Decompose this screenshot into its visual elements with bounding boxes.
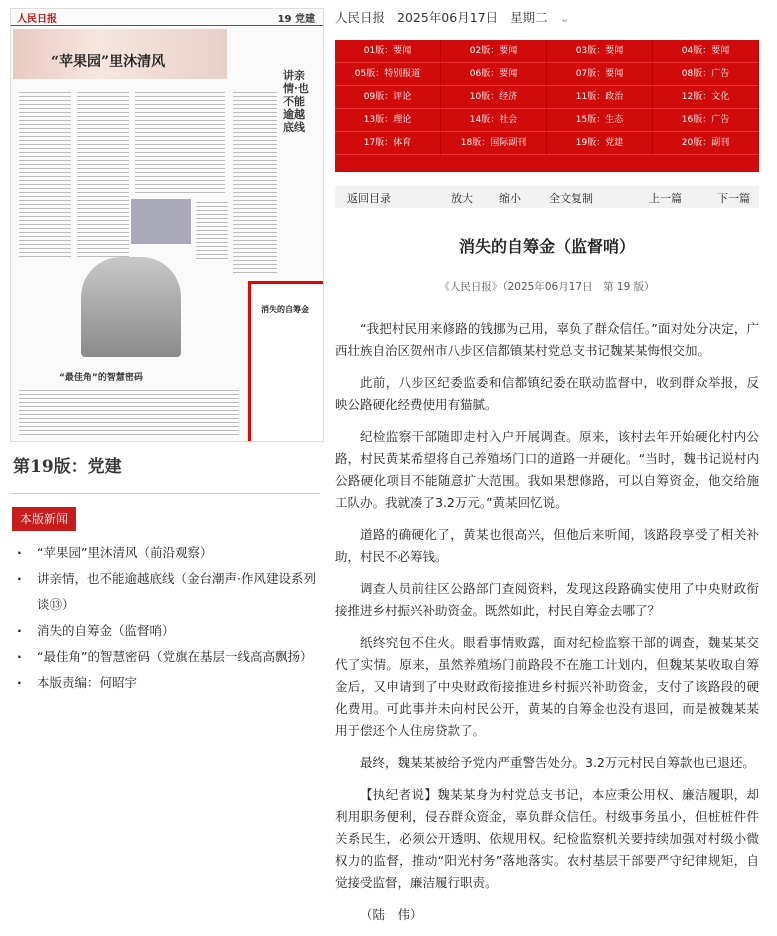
edition-link[interactable]: 03版：要闻 [547, 40, 653, 63]
paper-bottom-title: “最佳角”的智慧密码 [59, 373, 143, 383]
article-paragraph: 最终，魏某某被给予党内严重警告处分。3.2万元村民自筹款也已退还。 [360, 755, 755, 770]
edition-link[interactable]: 18版：国际副刊 [441, 132, 547, 155]
paper-text-block [233, 89, 277, 274]
edition-link[interactable]: 19版：党建 [547, 132, 653, 155]
paper-text-block [77, 89, 129, 259]
paper-page-number: 19 党建 [277, 14, 315, 25]
article-paragraph: 【执纪者说】魏某某身为村党总支书记，本应秉公用权、廉洁履职，却利用职务便利，侵吞群众资金，辜负群众信任。村级事务虽小，但桩桩件件关系民生，必须公开透明、依规用权。纪检监察机关要持续加强对村级小微权力的监督，推动“阳光村务”落地落实。农村基层干部要严守纪律规矩，自觉接受监督，廉洁履行职责。 [335, 787, 759, 890]
section-news-button[interactable]: 本版新闻 [12, 507, 76, 531]
paper-text-block [196, 199, 228, 259]
paper-text-block [19, 387, 239, 435]
edition-link[interactable]: 20版：副刊 [653, 132, 759, 155]
article-paragraph: 道路的确硬化了，黄某也很高兴，但他后来听闻，该路段享受了相关补助，村民不必筹钱。 [335, 527, 759, 564]
article-paragraph: 纪检监察干部随即走村入户开展调查。原来，该村去年开始硬化村内公路，村民黄某希望将自己养殖场门口的道路一并硬化。“当时，魏书记说村内公路硬化项目不能随意扩大范围。我如果想修路，可以自筹资金，他交给施工队办。我就凑了3.2万元。”黄某回忆说。 [335, 429, 759, 510]
paper-photo [131, 199, 191, 244]
edition-grid [335, 40, 759, 172]
paper-logo: 人民日报 [17, 14, 57, 25]
news-item[interactable]: · 讲亲情，也不能逾越底线（金台潮声·作风建设系列谈⑬） [13, 566, 318, 618]
chevron-down-icon[interactable]: ⌄ [559, 11, 570, 25]
article-paragraph: 调查人员前往区公路部门查阅资料，发现这段路确实使用了中央财政衔接推进乡村振兴补助资金。既然如此，村民自筹金去哪了？ [335, 581, 759, 618]
article-paragraph: 此前，八步区纪委监委和信都镇纪委在联动监督中，收到群众举报，反映公路硬化经费使用有猫腻。 [335, 375, 759, 412]
back-to-index-link[interactable]: 返回目录 [347, 192, 391, 205]
next-article-link[interactable]: 下一篇 [717, 192, 750, 205]
edition-link[interactable]: 10版：经济 [441, 86, 547, 109]
paper-text-block [135, 89, 225, 194]
paper-text-block [19, 89, 71, 259]
page-label: 第19版：党建 [13, 457, 122, 477]
article-byline: 《人民日报》（2025年06月17日 第 19 版） [439, 281, 655, 293]
edition-link[interactable]: 07版：要闻 [547, 63, 653, 86]
edition-link[interactable]: 16版：广告 [653, 109, 759, 132]
edition-link[interactable]: 13版：理论 [335, 109, 441, 132]
edition-link[interactable]: 09版：评论 [335, 86, 441, 109]
edition-link[interactable]: 05版：特别报道 [335, 63, 441, 86]
edition-link[interactable]: 14版：社会 [441, 109, 547, 132]
statue-photo [81, 257, 181, 357]
right-panel [335, 0, 767, 922]
article-paragraph: 纸终究包不住火。眼看事情败露，面对纪检监察干部的调查，魏某某交代了实情。原来，虽然养殖场门前路段不在施工计划内，但魏某某收取自筹金后，又申请到了中央财政衔接推进乡村振兴补助资金，支付了该路段的硬化费用。可此事并未向村民公开，黄某的自筹金也没有退回，而是被魏某某用于偿还个人住房贷款了。 [335, 635, 759, 738]
date-header [335, 8, 578, 26]
edition-link[interactable]: 06版：要闻 [441, 63, 547, 86]
article-body [335, 318, 759, 936]
article-paragraph: “我把村民用来修路的钱挪为己用，辜负了群众信任。”面对处分决定，广西壮族自治区贺州市八步区信都镇某村党总支书记魏某某悔恨交加。 [335, 321, 759, 358]
editor-credit: · 本版责编：何昭宇 [13, 670, 318, 696]
edition-link[interactable]: 08版：广告 [653, 63, 759, 86]
paper-name: 人民日报 [335, 10, 386, 25]
highlighted-article-title: 消失的自筹金 [261, 305, 309, 314]
copy-all-link[interactable]: 全文复制 [549, 192, 593, 205]
news-item[interactable]: · “最佳角”的智慧密码（党旗在基层一线高高飘扬） [13, 644, 318, 670]
divider [10, 493, 320, 494]
edition-link[interactable]: 12版：文化 [653, 86, 759, 109]
news-list [13, 540, 318, 696]
edition-link[interactable]: 01版：要闻 [335, 40, 441, 63]
news-item[interactable]: · 消失的自筹金（监督哨） [13, 618, 318, 644]
zoom-out-link[interactable]: 缩小 [499, 192, 521, 205]
weekday-text: 星期二 [510, 10, 548, 25]
edition-link[interactable]: 04版：要闻 [653, 40, 759, 63]
edition-link[interactable]: 02版：要闻 [441, 40, 547, 63]
newspaper-page-image[interactable] [10, 8, 324, 442]
article-toolbar [335, 186, 759, 208]
article-title: 消失的自筹金（监督哨） [458, 237, 635, 256]
zoom-in-link[interactable]: 放大 [451, 192, 473, 205]
highlighted-article-box[interactable] [248, 281, 324, 442]
date-text: 2025年06月17日 [397, 10, 499, 25]
edition-link[interactable]: 17版：体育 [335, 132, 441, 155]
left-panel [0, 0, 322, 875]
paper-header [11, 9, 323, 26]
prev-article-link[interactable]: 上一篇 [649, 192, 682, 205]
paper-headline: “苹果园”里沐清风 [51, 54, 166, 70]
paper-side-title: 讲亲情·也不能逾越底线 [283, 69, 309, 134]
news-item[interactable]: · “苹果园”里沐清风（前沿观察） [13, 540, 318, 566]
edition-link[interactable]: 11版：政治 [547, 86, 653, 109]
article-author: （陆 伟） [360, 907, 423, 922]
edition-link[interactable]: 15版：生态 [547, 109, 653, 132]
